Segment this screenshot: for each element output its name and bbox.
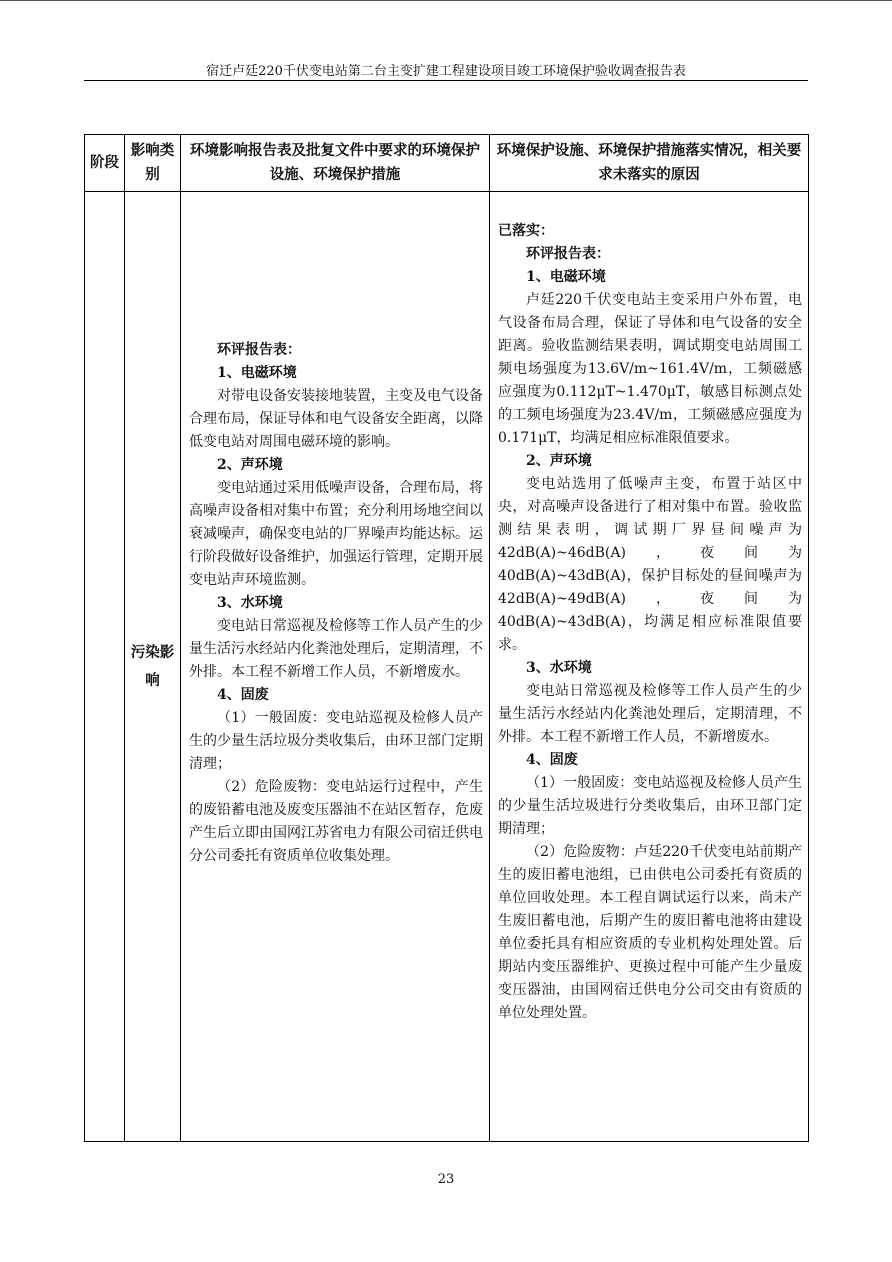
section-heading: 2、声环境 bbox=[526, 453, 592, 469]
page-number: 23 bbox=[437, 1172, 455, 1187]
section-heading: 环评报告表： bbox=[526, 246, 610, 262]
section-heading: 已落实： bbox=[498, 223, 554, 239]
section-heading: 4、固废 bbox=[526, 752, 578, 768]
page-top-border bbox=[0, 0, 892, 1]
section-heading: 4、固废 bbox=[217, 687, 269, 703]
section-heading: （2）危险废物：卢廷220千伏变电站前期产生的废旧蓄电池组，已由供电公司委托有资质的单位回收处理。本工程自调试运行以来，尚未产生废旧蓄电池，后期产生的废旧蓄电池将由建设单位委托具有相应资质的专业机构处理处置。后期站内变压器维护、更换过程中可能产生少量废变压器油，由国网宿迁供电分公司交由有资质的单位处理处置。 bbox=[498, 844, 802, 1021]
section-heading: 2、声环境 bbox=[217, 457, 283, 473]
stage-cell bbox=[85, 192, 125, 1142]
table-row bbox=[85, 192, 809, 1142]
header-requirements: 环境影响报告表及批复文件中要求的环境保护设施、环境保护措施 bbox=[181, 135, 490, 192]
paragraph: 对带电设备安装接地装置，主变及电气设备合理布局，保证导体和电气设备安全距离，以降低变电站对周围电磁环境的影响。 bbox=[189, 388, 483, 450]
section-heading: （1）一般固废：变电站巡视及检修人员产生的少量生活垃圾分类收集后，由环卫部门定期清理； bbox=[189, 710, 483, 772]
implementation-content bbox=[498, 220, 802, 1025]
section-heading: 环评报告表： bbox=[217, 342, 301, 358]
section-heading: （1）一般固废：变电站巡视及检修人员产生的少量生活垃圾进行分类收集后，由环卫部门定期清理； bbox=[498, 775, 802, 837]
category-cell bbox=[125, 192, 181, 1142]
header-implementation: 环境保护设施、环境保护措施落实情况，相关要求未落实的原因 bbox=[490, 135, 809, 192]
paragraph: 卢廷220千伏变电站主变采用户外布置，电气设备布局合理，保证了导体和电气设备的安全距离。验收监测结果表明，调试期变电站周围工频电场强度为13.6V/m~161.4V/m，工频磁感应强度为0.112μT~1.470μT，敏感目标测点处的工频电场强度为23.4V/m，工频磁感应强度为0.171μT，均满足相应标准限值要求。 bbox=[498, 292, 802, 446]
header-category: 影响类别 bbox=[125, 135, 181, 192]
paragraph: 变电站日常巡视及检修等工作人员产生的少量生活污水经站内化粪池处理后，定期清理，不外排。本工程不新增工作人员，不新增废水。 bbox=[189, 618, 483, 680]
requirements-cell bbox=[181, 192, 490, 1142]
paragraph: 变电站日常巡视及检修等工作人员产生的少量生活污水经站内化粪池处理后，定期清理，不外排。本工程不新增工作人员，不新增废水。 bbox=[498, 683, 802, 745]
paragraph: 变电站选用了低噪声主变，布置于站区中央，对高噪声设备进行了相对集中布置。验收监测结果表明，调试期厂界昼间噪声为42dB(A)~46dB(A)，夜间为40dB(A)~43dB(A)，保护目标处的昼间噪声为42dB(A)~49dB(A)，夜间为40dB(A)~43dB(A)，均满足相应标准限值要求。 bbox=[498, 476, 802, 653]
section-heading: （2）危险废物：变电站运行过程中，产生的废铅蓄电池及废变压器油不在站区暂存，危废产生后立即由国网江苏省电力有限公司宿迁供电分公司委托有资质单位收集处理。 bbox=[189, 779, 483, 864]
category-label: 污染影响 bbox=[130, 643, 175, 689]
section-heading: 1、电磁环境 bbox=[526, 269, 606, 285]
header-stage: 阶段 bbox=[85, 135, 125, 192]
report-table bbox=[84, 134, 809, 1142]
paragraph: 变电站通过采用低噪声设备，合理布局，将高噪声设备相对集中布置；充分利用场地空间以衰减噪声，确保变电站的厂界噪声均能达标。运行阶段做好设备维护，加强运行管理，定期开展变电站声环境监测。 bbox=[189, 480, 483, 588]
section-heading: 1、电磁环境 bbox=[217, 365, 297, 381]
page-header: 宿迁卢廷220千伏变电站第二台主变扩建工程建设项目竣工环境保护验收调查报告表 bbox=[206, 64, 686, 79]
requirements-content bbox=[189, 339, 483, 868]
table-header-row bbox=[85, 135, 809, 192]
implementation-cell bbox=[490, 192, 809, 1142]
section-heading: 3、水环境 bbox=[217, 595, 283, 611]
header-rule bbox=[84, 80, 808, 81]
section-heading: 3、水环境 bbox=[526, 660, 592, 676]
